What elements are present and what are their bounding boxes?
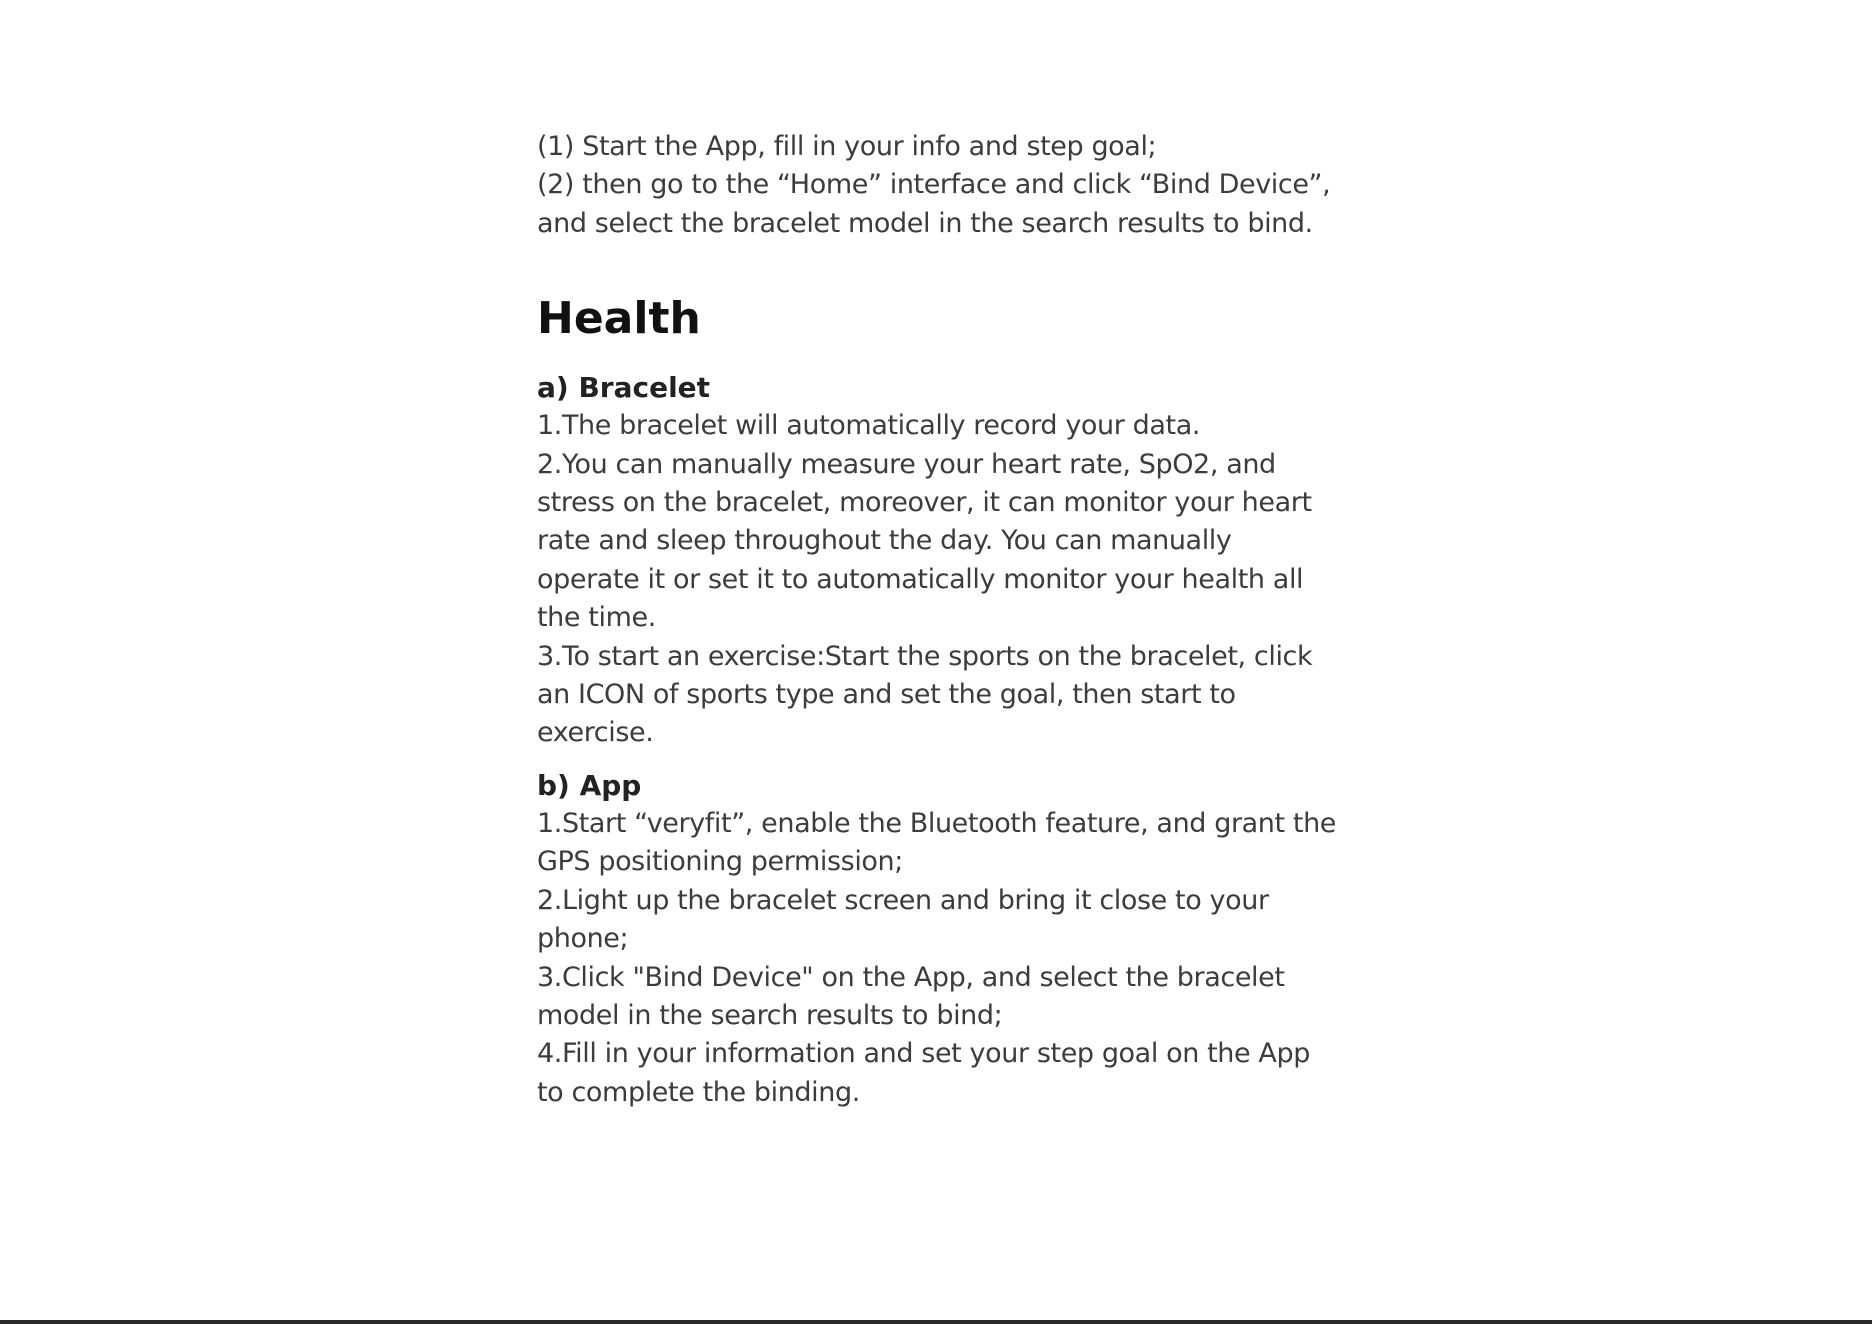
- bottom-border: [0, 1320, 1872, 1324]
- app-item-2: 2.Light up the bracelet screen and bring it close to your phone;: [537, 884, 1269, 955]
- app-section: [537, 767, 1337, 1112]
- app-item-1: 1.Start “veryfit”, enable the Bluetooth feature, and grant the GPS positioning permission;: [537, 807, 1336, 878]
- app-item-3: 3.Click "Bind Device" on the App, and select the bracelet model in the search results to bind;: [537, 961, 1285, 1031]
- health-heading: Health: [537, 293, 701, 345]
- intro-step-2: (2) then go to the “Home” interface and click “Bind Device”, and select the bracelet model in the search results to bind.: [537, 169, 1331, 239]
- document-content: [537, 128, 1337, 1126]
- bracelet-item-2: 2.You can manually measure your heart rate, SpO2, and stress on the bracelet, moreover, it can monitor your heart rate and sleep throughout the day. You can manually operate it or set it to automatically monitor your health all the time.: [537, 448, 1312, 634]
- intro-step-1: (1) Start the App, fill in your info and step goal;: [537, 131, 1157, 162]
- bracelet-item-3: 3.To start an exercise:Start the sports on the bracelet, click an ICON of sports type and set the goal, then start to exercise.: [537, 640, 1313, 749]
- bracelet-section: [537, 369, 1337, 753]
- intro-section: [537, 128, 1337, 243]
- app-subheading: b) App: [537, 768, 642, 802]
- app-item-4: 4.Fill in your information and set your step goal on the App to complete the binding.: [537, 1038, 1310, 1108]
- bracelet-subheading: a) Bracelet: [537, 371, 711, 405]
- bracelet-item-1: 1.The bracelet will automatically record your data.: [537, 410, 1201, 442]
